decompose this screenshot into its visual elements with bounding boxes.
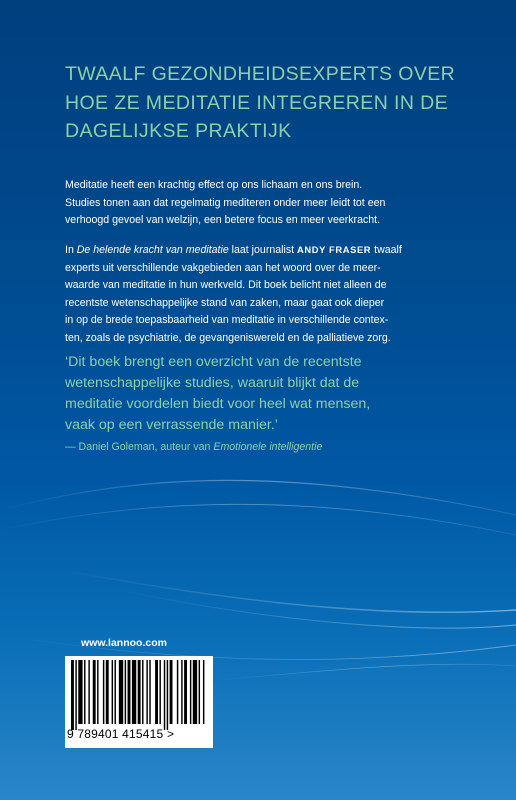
barcode-bar (103, 660, 104, 724)
barcode-bar (177, 660, 178, 724)
headline-line: HOE ZE MEDITATIE INTEGREREN IN DE (65, 91, 449, 114)
barcode-bar (184, 660, 187, 724)
description-paragraph (65, 241, 485, 348)
author-name: ANDY FRASER (297, 244, 372, 255)
barcode-bar (155, 660, 158, 724)
paragraph-tail: twaalf (371, 244, 402, 256)
barcode-bar (93, 660, 96, 724)
paragraph-line: Studies tonen aan dat regelmatig mediteren onder meer leidt tot een (65, 196, 386, 209)
paragraph-middle: laat journalist (228, 244, 298, 256)
barcode-bar (115, 660, 116, 724)
paragraph-line: ten, zoals de psychiatrie, de gevangeniswereld en de palliatieve zorg. (65, 331, 391, 344)
barcode-bar (203, 660, 204, 724)
barcode-bar (128, 660, 131, 724)
book-title: De helende kracht van meditatie (76, 244, 229, 256)
paragraph-lead: In (65, 244, 77, 256)
quote-line: ‘Dit boek brengt een overzicht van de recentste (65, 354, 362, 370)
quote-line: wetenschappelijke studies, waaruit blijkt dat de (65, 375, 360, 391)
attribution-book: Emotionele intelligentie (213, 441, 323, 453)
paragraph-line-first (65, 241, 485, 260)
isbn-number: 9 789401 415415 > (67, 727, 175, 741)
barcode-bar (142, 660, 143, 724)
barcode-bar (138, 660, 141, 724)
quote-attribution (65, 439, 322, 455)
barcode-bar (78, 660, 82, 724)
endorsement-quote (65, 352, 495, 436)
barcode-bar (106, 660, 109, 724)
barcode-bar (112, 660, 113, 724)
barcode-bar (97, 660, 98, 724)
barcode-bar (164, 660, 165, 730)
barcode (65, 656, 213, 748)
attribution-prefix: — Daniel Goleman, auteur van (65, 441, 214, 453)
paragraph-line: in op de brede toepasbaarheid van meditatie in verschillende contex- (65, 314, 389, 327)
barcode-bar (75, 660, 76, 730)
paragraph-line: waarde van meditatie in hun werkveld. Dit boek belicht niet alleen de (65, 279, 387, 292)
barcode-bar (193, 660, 197, 724)
paragraph-line: verhoogd gevoel van welzijn, een betere focus en meer veerkracht. (65, 214, 381, 227)
barcode-bar (170, 660, 173, 724)
quote-line: vaak op een verrassende manier.’ (65, 417, 278, 433)
barcode-bar (181, 660, 182, 724)
barcode-bar (159, 660, 160, 724)
barcode-bar (84, 660, 85, 724)
headline-line: DAGELIJKSE PRAKTIJK (65, 120, 292, 142)
barcode-bar (125, 660, 126, 724)
barcode-bar (71, 660, 74, 730)
barcode-bar (132, 660, 136, 724)
barcode-bar (149, 660, 150, 724)
paragraph-line: Meditatie heeft een krachtig effect op ons lichaam en ons brein. (65, 179, 363, 191)
headline-line: TWAALF GEZONDHEIDSEXPERTS OVER (65, 63, 456, 85)
barcode-bars (69, 660, 209, 730)
paragraph-line: experts uit verschillende vakgebieden aan het woord over de meer- (65, 261, 381, 274)
publisher-website: www.lannoo.com (81, 637, 167, 649)
barcode-bar (190, 660, 191, 724)
barcode-bar (146, 660, 147, 724)
headline (65, 60, 485, 146)
barcode-bar (88, 660, 89, 724)
barcode-bar (167, 660, 168, 730)
intro-paragraph (65, 177, 485, 230)
barcode-bar (199, 660, 200, 724)
quote-line: meditatie voordelen biedt voor heel wat mensen, (65, 396, 371, 412)
barcode-bar (119, 660, 123, 724)
paragraph-line: recentste wetenschappelijke stand van zaken, maar gaat ook dieper (65, 296, 385, 309)
